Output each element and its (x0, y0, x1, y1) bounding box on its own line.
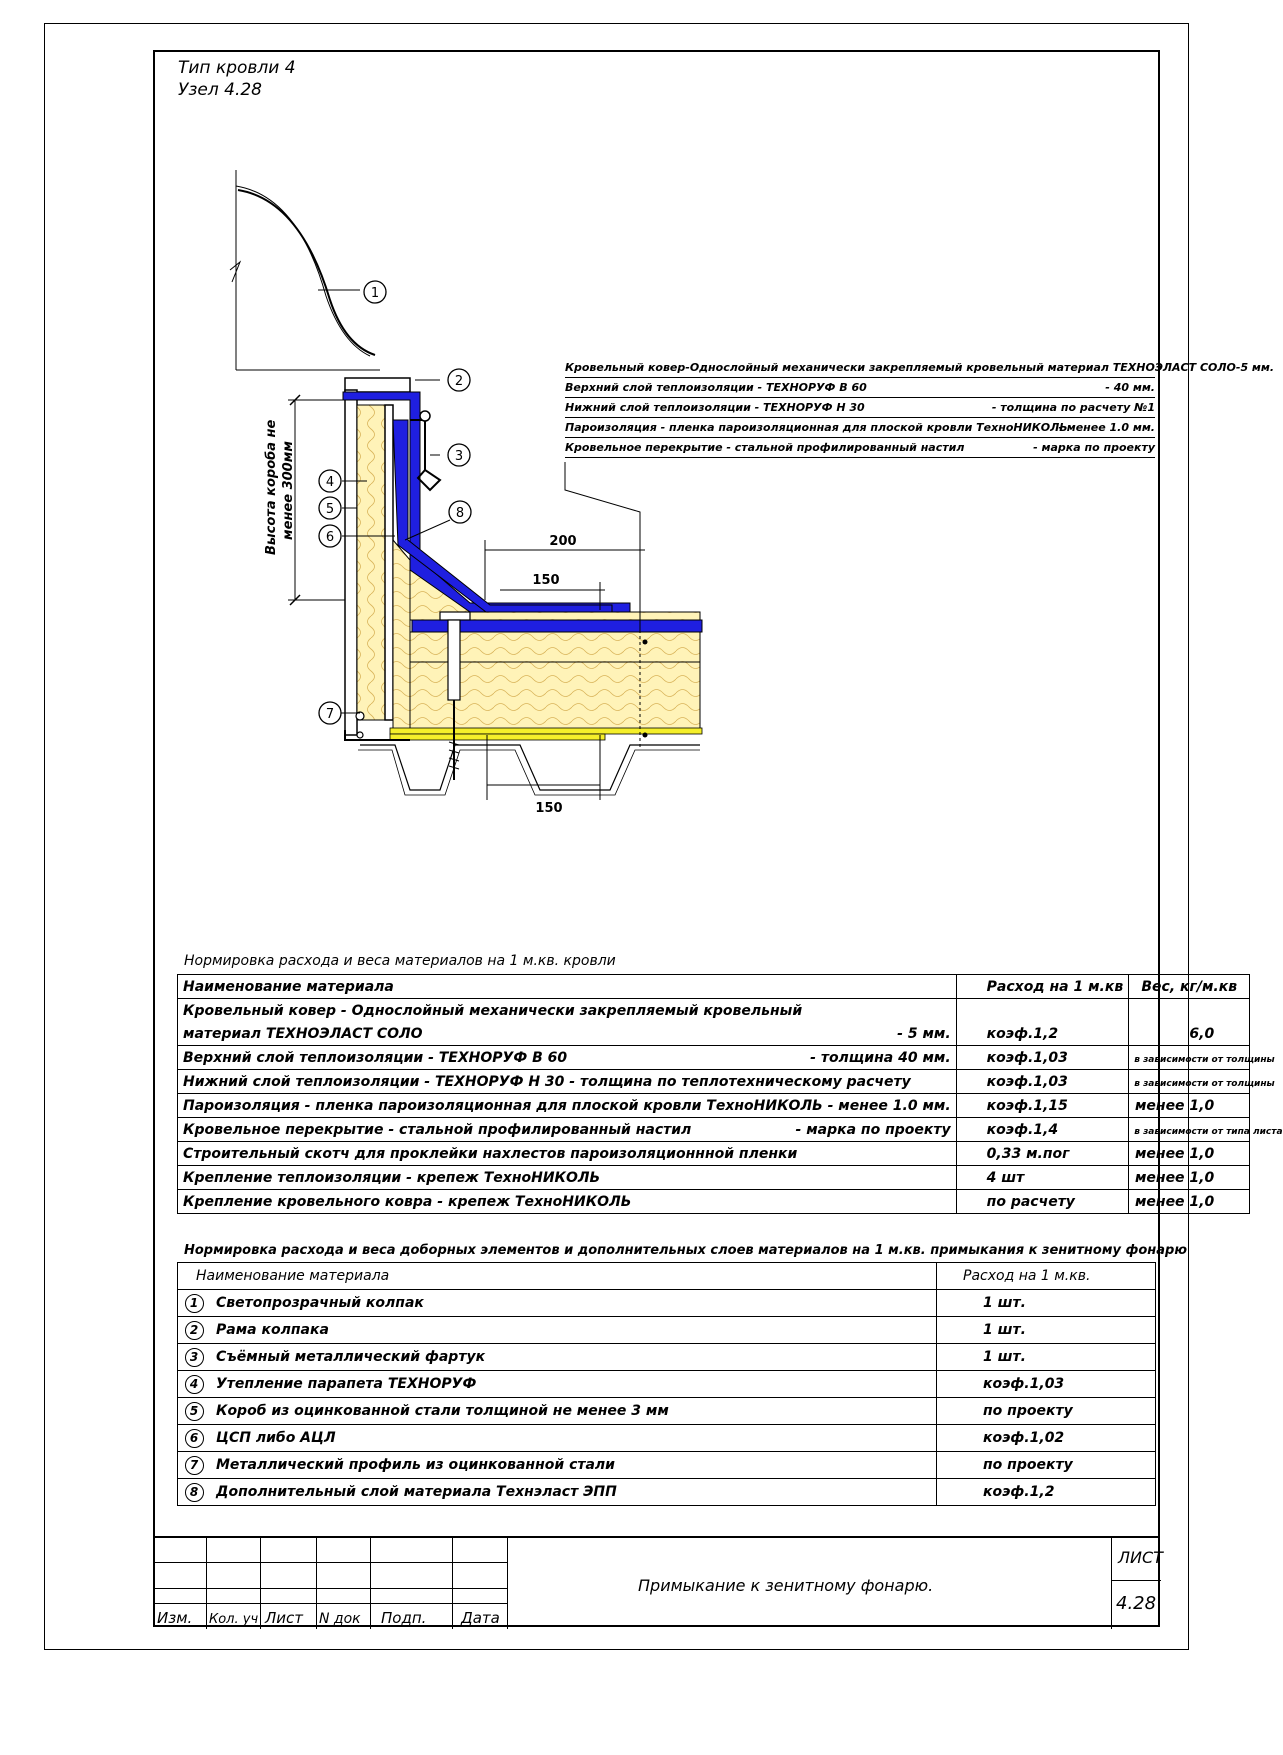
table-row: Кровельный ковер - Однослойный механически закрепляемый кровельный (178, 999, 1250, 1023)
table-header-row: Наименование материала Расход на 1 м.кв Вес, кг/м.кв (178, 975, 1250, 999)
height-note-line1: Высота короба не (264, 419, 279, 555)
node-label: Узел 4.28 (178, 80, 262, 100)
svg-text:2: 2 (454, 374, 464, 389)
callout-1 (364, 281, 386, 303)
table-row: 3 Съёмный металлический фартук 1 шт. (178, 1344, 1156, 1371)
table-row: материал ТЕХНОЭЛАСТ СОЛО - 5 мм. коэф.1,2 6,0 (178, 1022, 1250, 1046)
callout-2 (448, 369, 470, 391)
sheet-box (1111, 1538, 1161, 1629)
callout-6 (319, 525, 341, 547)
table-row: Крепление теплоизоляции - крепеж ТехноНИКОЛЬ 4 шт менее 1,0 (178, 1166, 1250, 1190)
table2-caption: Нормировка расхода и веса доборных элементов и дополнительных слоев материалов на 1 м.кв. примыкания к зенитному фонарю (184, 1243, 1187, 1258)
svg-text:4: 4 (325, 475, 335, 490)
stamp-label-list: Лист (265, 1609, 304, 1627)
legend-row: Кровельный ковер-Однослойный механически закрепляемый кровельный материал ТЕХНОЭЛАСТ СОЛО-5 мм. (565, 358, 1155, 378)
dim-150-bottom: 150 (535, 801, 563, 816)
sheet-number: 4.28 (1116, 1593, 1157, 1614)
dim-200: 200 (549, 534, 577, 549)
legend-row: Пароизоляция - пленка пароизоляционная для плоской кровли ТехноНИКОЛЬ - менее 1.0 мм. (565, 418, 1155, 438)
stamp-label-izm: Изм. (157, 1609, 193, 1627)
svg-text:7: 7 (325, 707, 335, 722)
roof-type-label: Тип кровли 4 (178, 58, 296, 78)
table-row: 5 Короб из оцинкованной стали толщиной не менее 3 мм по проекту (178, 1398, 1156, 1425)
table-row: Кровельное перекрытие - стальной профилированный настил - марка по проекту коэф.1,4 в зависимости от типа листа (178, 1118, 1250, 1142)
table-row: Крепление кровельного ковра - крепеж ТехноНИКОЛЬ по расчету менее 1,0 (178, 1190, 1250, 1214)
height-note-line2: менее 300мм (281, 441, 296, 540)
table-row: 1 Светопрозрачный колпак 1 шт. (178, 1290, 1156, 1317)
table-row: 4 Утепление парапета ТЕХНОРУФ коэф.1,03 (178, 1371, 1156, 1398)
table-row: 7 Металлический профиль из оцинкованной стали по проекту (178, 1452, 1156, 1479)
table-row: Строительный скотч для проклейки нахлестов пароизоляционнной пленки 0,33 м.пог менее 1,0 (178, 1142, 1250, 1166)
table-row: Пароизоляция - пленка пароизоляционная для плоской кровли ТехноНИКОЛЬ - менее 1.0 мм. коэф.1,15 менее 1,0 (178, 1094, 1250, 1118)
svg-text:5: 5 (325, 502, 335, 517)
svg-text:1: 1 (370, 286, 380, 301)
table1-caption: Нормировка расхода и веса материалов на 1 м.кв. кровли (184, 953, 616, 969)
table-row: 6 ЦСП либо АЦЛ коэф.1,02 (178, 1425, 1156, 1452)
callout-3 (448, 444, 470, 466)
drawing-title: Примыкание к зенитному фонарю. (638, 1576, 934, 1595)
callout-7 (319, 702, 341, 724)
layer-legend (565, 358, 1275, 458)
callout-5 (319, 497, 341, 519)
table-row: Нижний слой теплоизоляции - ТЕХНОРУФ Н 30 - толщина по теплотехническому расчету коэф.1,03 в зависимости от толщины (178, 1070, 1250, 1094)
sheet-label: ЛИСТ (1118, 1548, 1163, 1567)
svg-text:8: 8 (455, 506, 465, 521)
table-row: 2 Рама колпака 1 шт. (178, 1317, 1156, 1344)
legend-row: Нижний слой теплоизоляции - ТЕХНОРУФ Н 30 - толщина по расчету №1 (565, 398, 1155, 418)
legend-row: Кровельное перекрытие - стальной профилированный настил - марка по проекту (565, 438, 1155, 458)
stamp-label-data: Дата (461, 1609, 500, 1627)
legend-row: Верхний слой теплоизоляции - ТЕХНОРУФ В 60 - 40 мм. (565, 378, 1155, 398)
table-row: 8 Дополнительный слой материала Технэласт ЭПП коэф.1,2 (178, 1479, 1156, 1506)
svg-text:6: 6 (325, 530, 335, 545)
stamp-label-podp: Подп. (381, 1609, 427, 1627)
stamp-label-kol: Кол. уч (209, 1612, 259, 1627)
skylight-dome (238, 190, 375, 355)
svg-text:3: 3 (454, 449, 464, 464)
additional-elements-table (177, 1262, 1156, 1506)
stamp-label-ndok: N док (319, 1611, 361, 1627)
materials-table (177, 974, 1283, 1214)
callout-8 (449, 501, 471, 523)
callout-4 (319, 470, 341, 492)
title-block (153, 1536, 1163, 1629)
table-row: Верхний слой теплоизоляции - ТЕХНОРУФ В 60 - толщина 40 мм. коэф.1,03 в зависимости от толщины (178, 1046, 1250, 1070)
dim-150-top: 150 (532, 573, 560, 588)
table-header-row: Наименование материала Расход на 1 м.кв. (178, 1263, 1156, 1290)
